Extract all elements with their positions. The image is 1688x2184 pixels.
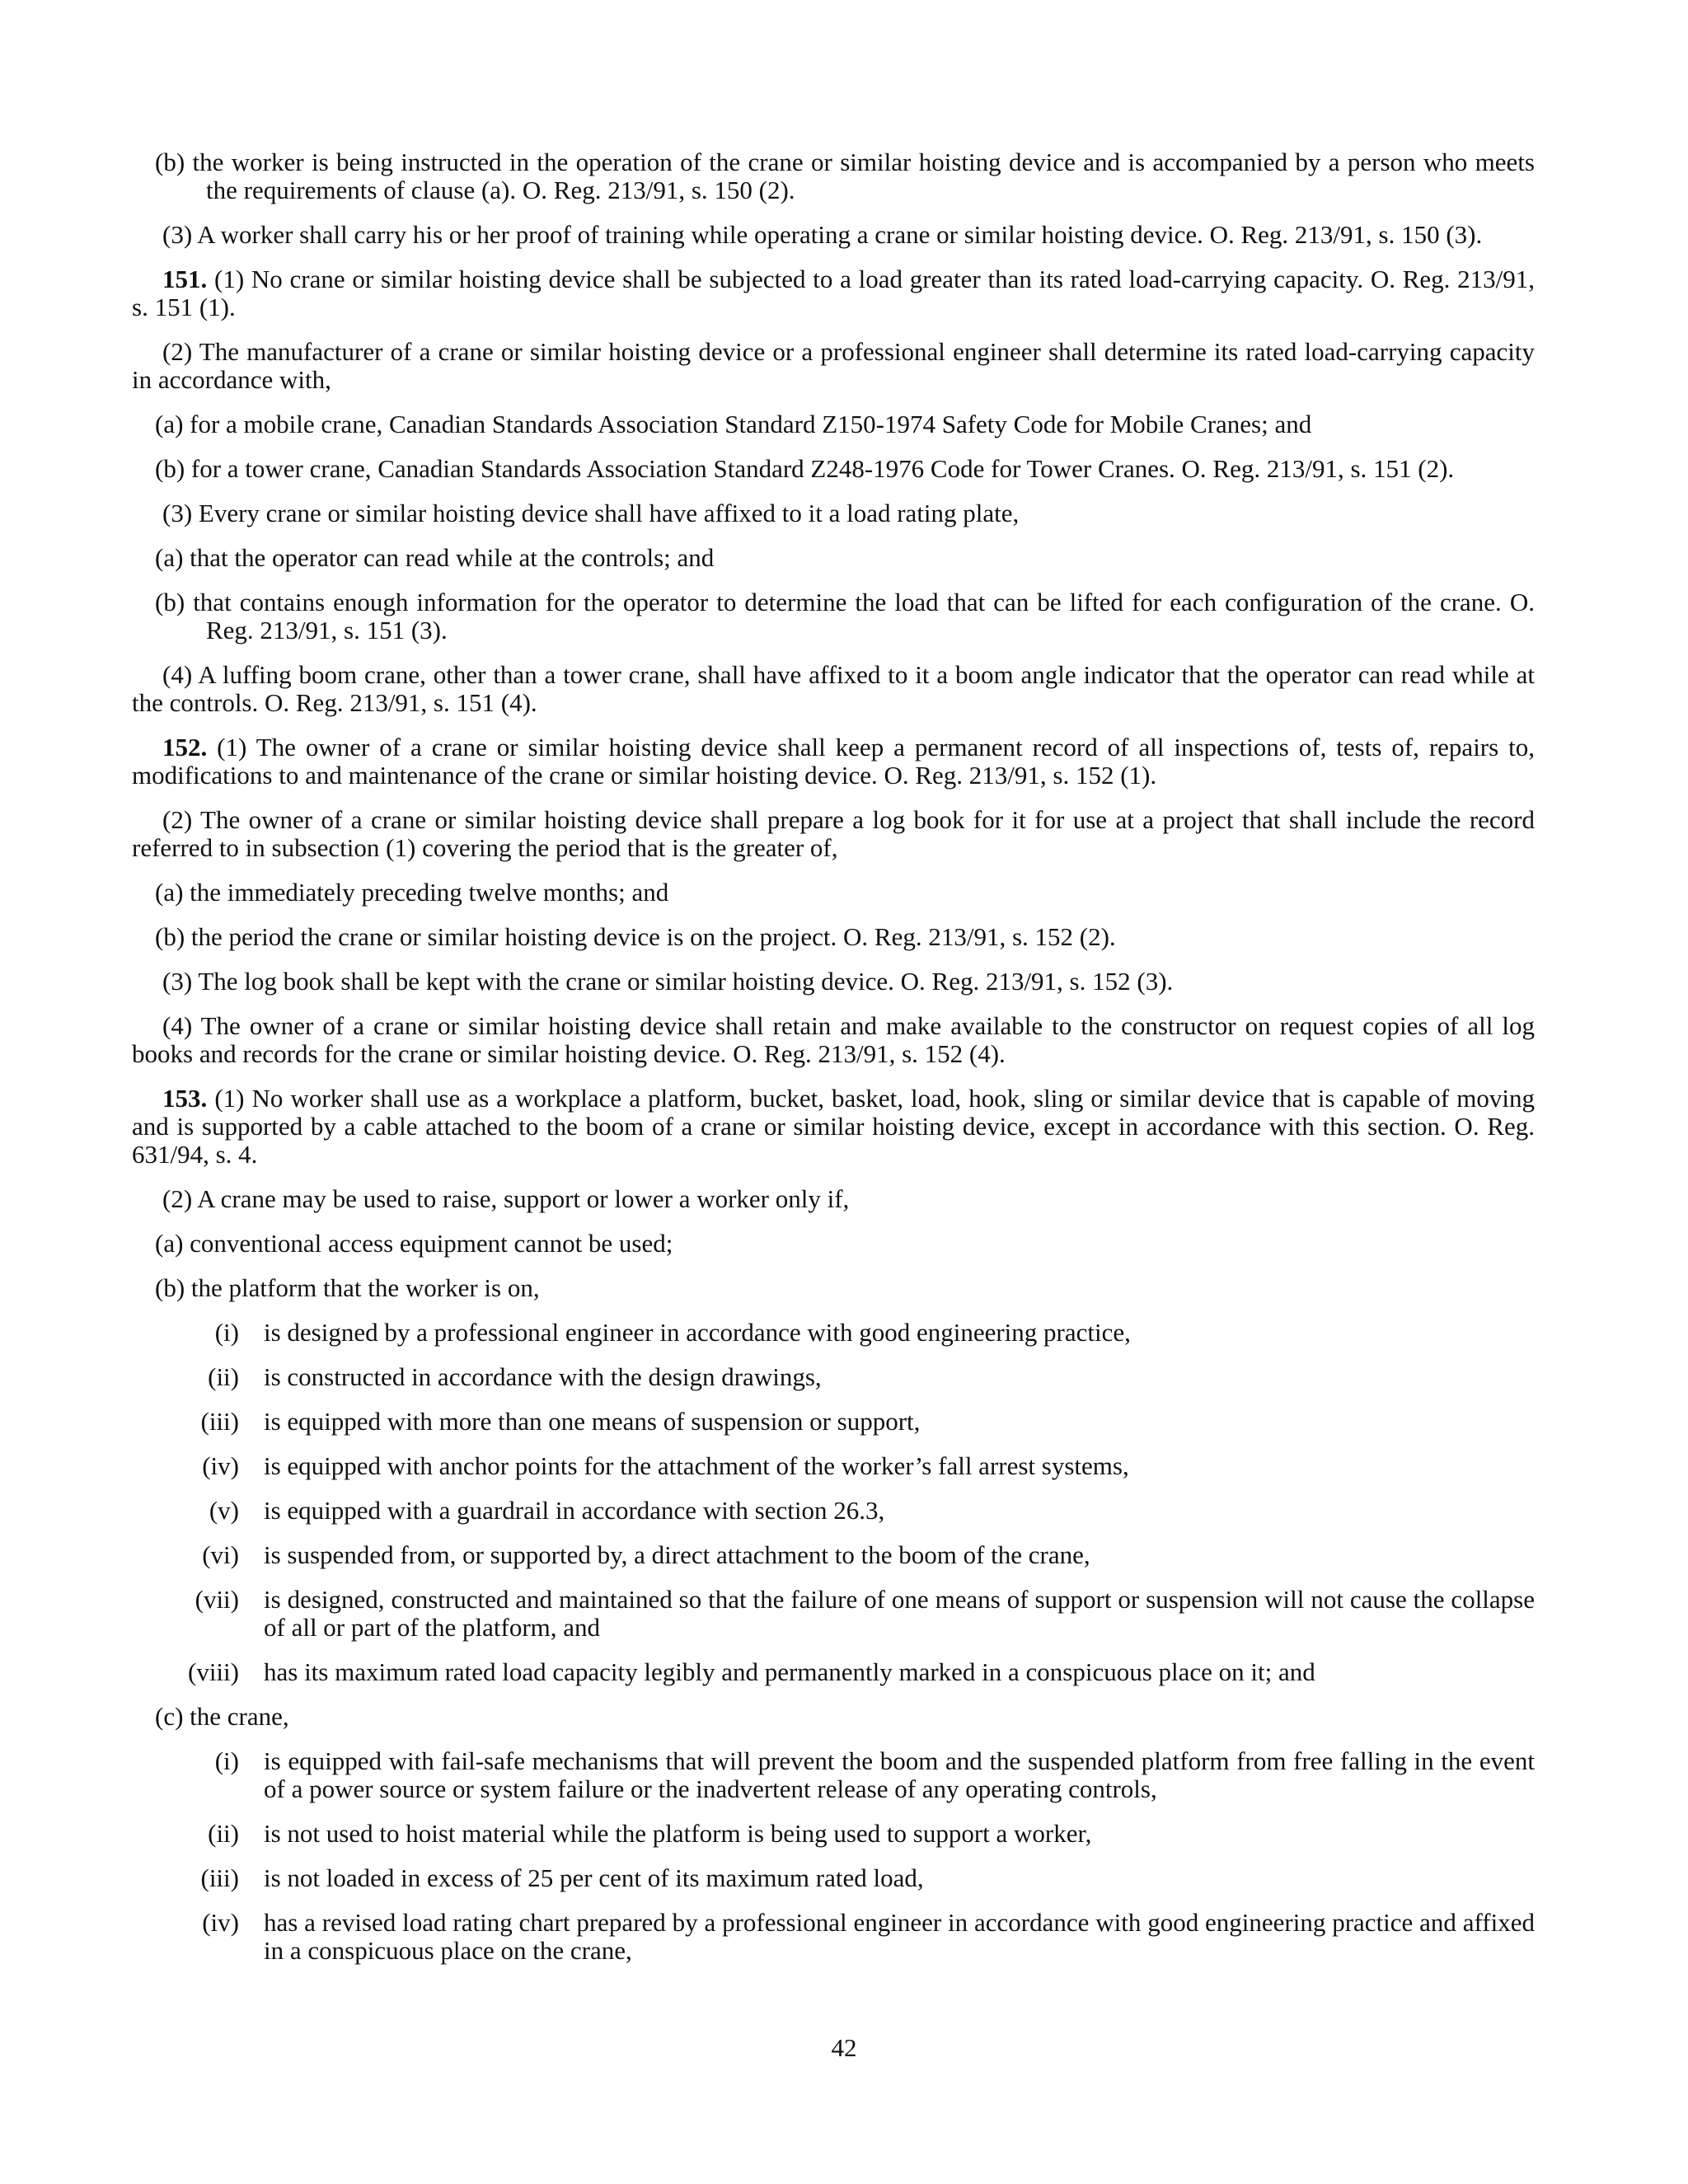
subclause-text: is constructed in accordance with the design drawings, [264, 1362, 822, 1391]
subclause-text: is equipped with a guardrail in accordance with section 26.3, [264, 1496, 885, 1525]
subclause-number: (v) [209, 1496, 239, 1525]
subsection-3: (3) The log book shall be kept with the crane or similar hoisting device. O. Reg. 213/91, s. 152 (3). [162, 967, 1174, 996]
section-number: 151. [162, 265, 208, 293]
subclause-number: (ii) [208, 1819, 239, 1848]
subclause-text: has a revised load rating chart prepared by a professional engineer in accordance with good engineering practice and affixed in a conspicuous place on the crane, [264, 1908, 1535, 1965]
subclause-iv [132, 1452, 1535, 1480]
clause-a: (a) conventional access equipment cannot be used; [155, 1229, 673, 1258]
clause-b: (b) the period the crane or similar hoisting device is on the project. O. Reg. 213/91, s. 152 (2). [155, 922, 1116, 951]
subclause-v [132, 1497, 1535, 1525]
subclause-number: (iv) [202, 1908, 239, 1937]
subclause-number: (iii) [200, 1863, 239, 1892]
subsection-3: (3) A worker shall carry his or her proof of training while operating a crane or similar hoisting device. O. Reg. 213/91, s. 150 (3). [162, 220, 1483, 249]
subsection-3: (3) Every crane or similar hoisting device shall have affixed to it a load rating plate, [162, 499, 1020, 527]
subclause-vi [132, 1541, 1535, 1569]
subclause-text: is not loaded in excess of 25 per cent of its maximum rated load, [264, 1863, 924, 1892]
clause-b: (b) that contains enough information for the operator to determine the load that can be lifted for each configuration of the crane. O. Reg. 213/91, s. 151 (3). [155, 588, 1535, 644]
subclause-text: is designed, constructed and maintained so that the failure of one means of support or suspension will not cause the collapse of all or part of the platform, and [264, 1585, 1535, 1642]
page-number: 42 [831, 2033, 857, 2062]
subclause-text: is designed by a professional engineer in accordance with good engineering practice, [264, 1318, 1131, 1347]
subclause-text: is equipped with fail-safe mechanisms that will prevent the boom and the suspended platform from free falling in the event of a power source or system failure or the inadvertent release of any operating controls, [264, 1746, 1535, 1803]
section-text: (1) No crane or similar hoisting device shall be subjected to a load greater than its rated load-carrying capacity. O. Reg. 213/91, s. 151 (1). [132, 265, 1535, 321]
subclause-iii [132, 1864, 1535, 1892]
clause-b: (b) the platform that the worker is on, [155, 1273, 540, 1302]
section-number: 152. [162, 733, 208, 762]
subclause-text: is equipped with more than one means of suspension or support, [264, 1407, 921, 1436]
subclause-number: (vi) [202, 1540, 239, 1569]
subclause-number: (vii) [195, 1585, 239, 1614]
subclause-iv [132, 1909, 1535, 1965]
regulation-text [132, 148, 1535, 1981]
section-153-1 [132, 1085, 1535, 1169]
clause-b: (b) the worker is being instructed in the operation of the crane or similar hoisting device and is accompanied by a person who meets the requirements of clause (a). O. Reg. 213/91, s. 150 (2). [155, 148, 1535, 204]
subclause-number: (iv) [202, 1451, 239, 1480]
section-text: (1) No worker shall use as a workplace a platform, bucket, basket, load, hook, sling or similar device that is capable of moving and is supported by a cable attached to the boom of a crane or similar hoisting device, except in accordance with this section. O. Reg. 631/94, s. 4. [132, 1084, 1535, 1169]
subclause-number: (viii) [188, 1657, 239, 1686]
subclause-i [132, 1747, 1535, 1803]
subclause-number: (i) [214, 1746, 239, 1775]
subclause-text: is suspended from, or supported by, a direct attachment to the boom of the crane, [264, 1540, 1090, 1569]
subsection-4: (4) A luffing boom crane, other than a tower crane, shall have affixed to it a boom angle indicator that the operator can read while at the controls. O. Reg. 213/91, s. 151 (4). [132, 660, 1535, 717]
clause-a: (a) that the operator can read while at the controls; and [155, 543, 715, 572]
clause-b: (b) for a tower crane, Canadian Standards Association Standard Z248-1976 Code for Tower Cranes. O. Reg. 213/91, s. 151 (2). [155, 454, 1455, 483]
section-number: 153. [162, 1084, 208, 1113]
clause-c: (c) the crane, [155, 1702, 289, 1731]
subclause-text: is not used to hoist material while the platform is being used to support a worker, [264, 1819, 1092, 1848]
subclause-iii [132, 1408, 1535, 1436]
subsection-2: (2) The manufacturer of a crane or similar hoisting device or a professional engineer shall determine its rated load-carrying capacity in accordance with, [132, 337, 1535, 394]
section-152-1 [132, 733, 1535, 790]
subsection-4: (4) The owner of a crane or similar hoisting device shall retain and make available to the constructor on request copies of all log books and records for the crane or similar hoisting device. O. Reg. 213/91, s. 152 (4). [132, 1011, 1535, 1068]
subclause-i [132, 1319, 1535, 1347]
subclause-vii [132, 1586, 1535, 1642]
subclause-viii [132, 1658, 1535, 1686]
clause-a: (a) for a mobile crane, Canadian Standards Association Standard Z150-1974 Safety Code for Mobile Cranes; and [155, 410, 1312, 438]
subclause-ii [132, 1820, 1535, 1848]
subclause-number: (iii) [200, 1407, 239, 1436]
subclause-text: is equipped with anchor points for the attachment of the worker’s fall arrest systems, [264, 1451, 1129, 1480]
subclause-text: has its maximum rated load capacity legibly and permanently marked in a conspicuous place on it; and [264, 1657, 1315, 1686]
section-151-1 [132, 265, 1535, 321]
subsection-2: (2) The owner of a crane or similar hoisting device shall prepare a log book for it for use at a project that shall include the record referred to in subsection (1) covering the period that is the greater of, [132, 805, 1535, 862]
subclause-number: (i) [214, 1318, 239, 1347]
subsection-2: (2) A crane may be used to raise, support or lower a worker only if, [162, 1184, 850, 1213]
subclause-number: (ii) [208, 1362, 239, 1391]
clause-a: (a) the immediately preceding twelve months; and [155, 878, 669, 907]
subclause-ii [132, 1363, 1535, 1391]
section-text: (1) The owner of a crane or similar hoisting device shall keep a permanent record of all inspections of, tests of, repairs to, modifications to and maintenance of the crane or similar hoisting device. O. Reg. 213/91, s. 152 (1). [132, 733, 1535, 790]
